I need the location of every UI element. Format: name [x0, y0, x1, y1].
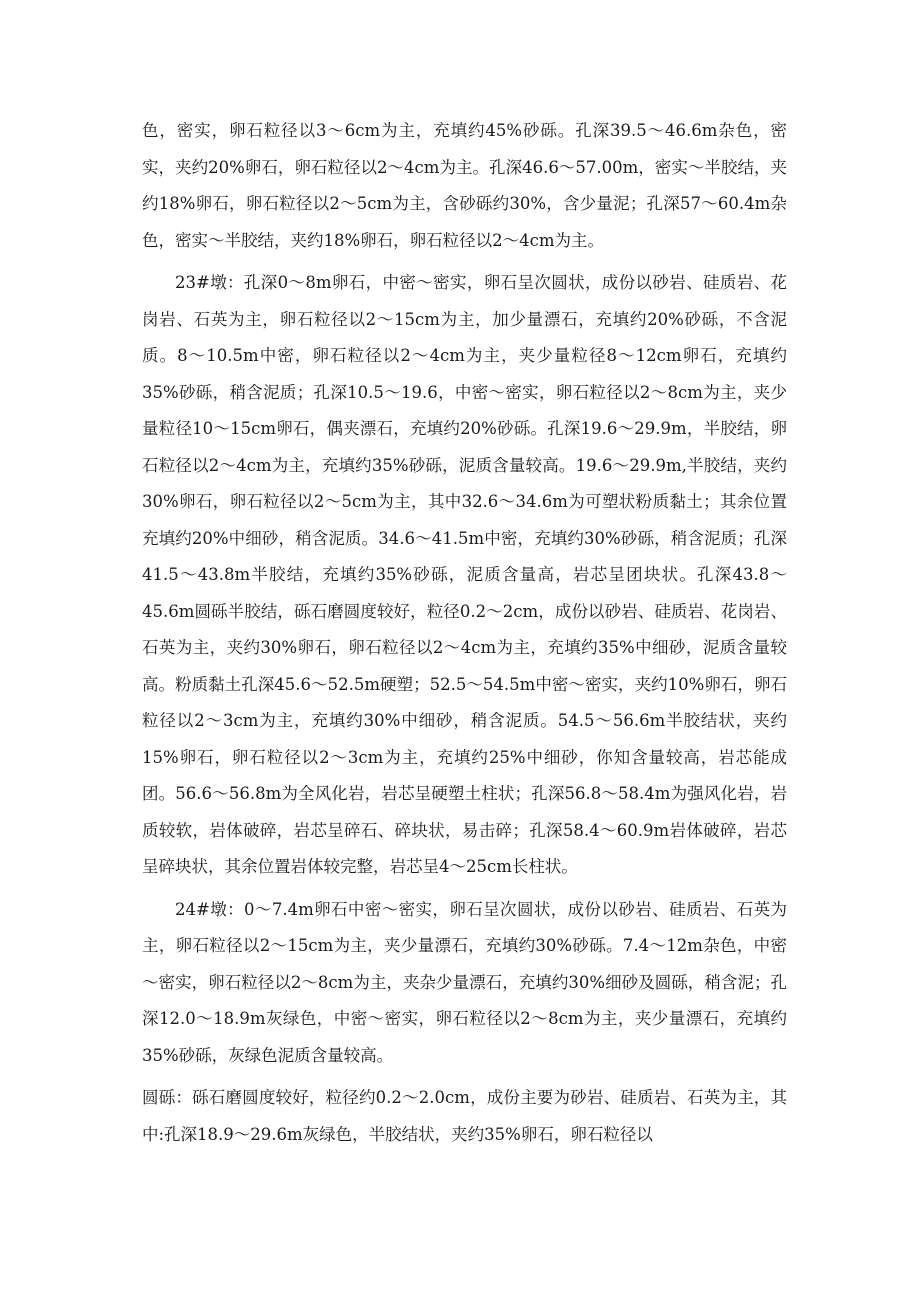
paragraph-pier-23: 23#墩：孔深0～8m卵石，中密～密实，卵石呈次圆状，成份以砂岩、硅质岩、花岗岩、石英为主，卵石粒径以2～15cm为主，加少量漂石，充填约20%砂砾，不含泥质。8～10.5m中密，卵石粒径以2～4cm为主，夹少量粒径8～12cm卵石，充填约35%砂砾，稍含泥质；孔深10.5～19.6，中密～密实，卵石粒径以2～8cm为主，夹少量粒径10～15cm卵石，偶夹漂石，充填约20%砂砾。孔深19.6～29.9m，半胶结，卵石粒径以2～4cm为主，充填约35%砂砾，泥质含量较高。19.6～29.9m,半胶结，夹约30%卵石，卵石粒径以2～5cm为主，其中32.6～34.6m为可塑状粉质黏土；其余位置充填约20%中细砂，稍含泥质。34.6～41.5m中密，充填约30%砂砾，稍含泥质；孔深41.5～43.8m半胶结，充填约35%砂砾，泥质含量高，岩芯呈团块状。孔深43.8～45.6m圆砾半胶结，砾石磨圆度较好，粒径0.2～2cm，成份以砂岩、硅质岩、花岗岩、石英为主，夹约30%卵石，卵石粒径以2～4cm为主，充填约35%中细砂，泥质含量较高。粉质黏土孔深45.6～52.5m硬塑；52.5～54.5m中密～密实，夹约10%卵石，卵石粒径以2～3cm为主，充填约30%中细砂，稍含泥质。54.5～56.6m半胶结状，夹约15%卵石，卵石粒径以2～3cm为主，充填约25%中细砂，你知含量较高，岩芯能成团。56.6～56.8m为全风化岩，岩芯呈硬塑土柱状；孔深56.8～58.4m为强风化岩，岩质较软，岩体破碎，岩芯呈碎石、碎块状，易击碎；孔深58.4～60.9m岩体破碎，岩芯呈碎块状，其余位置岩体较完整，岩芯呈4～25cm长柱状。 — [142, 273, 787, 876]
paragraph-continuation: 色，密实，卵石粒径以3～6cm为主，充填约45%砂砾。孔深39.5～46.6m杂色，密实，夹约20%卵石，卵石粒径以2～4cm为主。孔深46.6～57.00m，密实～半胶结，夹约18%卵石，卵石粒径以2～5cm为主，含砂砾约30%，含少量泥；孔深57～60.4m杂色，密实～半胶结，夹约18%卵石，卵石粒径以2～4cm为主。 — [142, 121, 787, 250]
paragraph-round-gravel: 圆砾：砾石磨圆度较好，粒径约0.2～2.0cm，成份主要为砂岩、硅质岩、石英为主，其中:孔深18.9～29.6m灰绿色，半胶结状，夹约35%卵石，卵石粒径以 — [142, 1088, 787, 1144]
document-body — [142, 113, 787, 1159]
paragraph-pier-24: 24#墩：0～7.4m卵石中密～密实，卵石呈次圆状，成份以砂岩、硅质岩、石英为主，卵石粒径以2～15cm为主，夹少量漂石，充填约30%砂砾。7.4～12m杂色，中密～密实，卵石粒径以2～8cm为主，夹杂少量漂石，充填约30%细砂及圆砾，稍含泥；孔深12.0～18.9m灰绿色，中密～密实，卵石粒径以2～8cm为主，夹少量漂石，充填约35%砂砾，灰绿色泥质含量较高。 — [142, 899, 787, 1065]
